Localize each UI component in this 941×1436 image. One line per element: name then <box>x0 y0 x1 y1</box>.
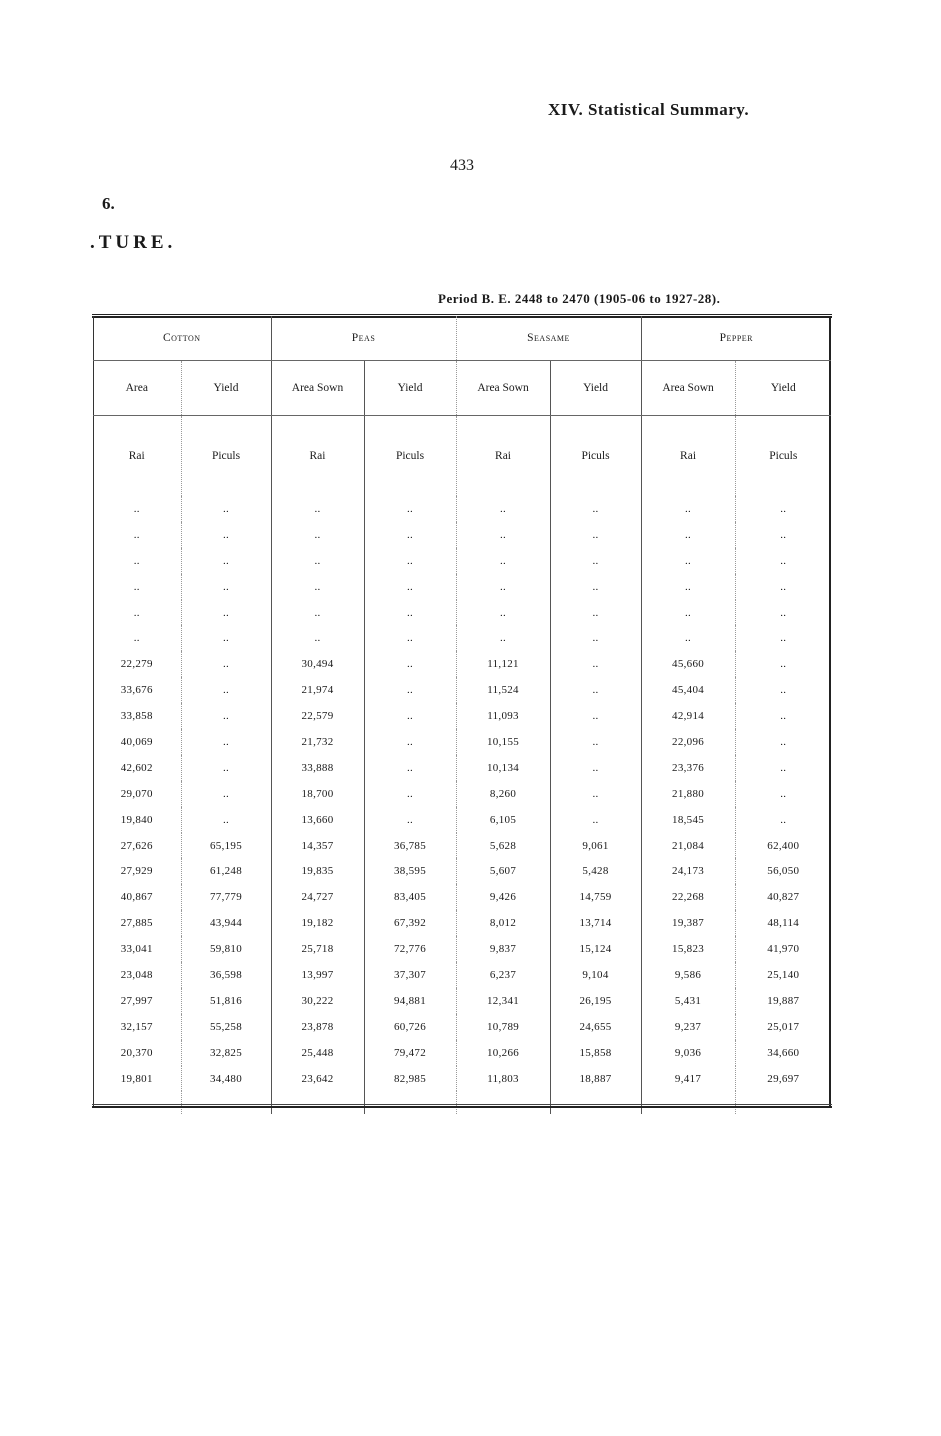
empty-cell <box>735 1091 831 1114</box>
unit-label: Rai <box>641 416 735 497</box>
table-cell: 32,157 <box>120 1020 153 1033</box>
table-cell: 25,140 <box>735 962 831 988</box>
table-cell: 48,114 <box>735 910 831 936</box>
table-cell: .. <box>641 600 735 626</box>
table-cell: 15,823 <box>641 936 735 962</box>
table-cell: .. <box>550 781 641 807</box>
table-cell: .. <box>364 807 456 833</box>
table-cell: 14,357 <box>271 833 364 859</box>
table-cell: .. <box>550 600 641 626</box>
table-cell: .. <box>735 496 831 522</box>
table-cell: 36,598 <box>181 962 271 988</box>
table-cell: .. <box>735 548 831 574</box>
table-cell: 42,914 <box>641 703 735 729</box>
table-bottom-rule <box>92 1104 832 1108</box>
column-header: Yield <box>550 361 641 416</box>
table-cell: .. <box>456 496 550 522</box>
table-number: 6. <box>102 194 115 213</box>
table-cell: .. <box>364 574 456 600</box>
column-header: Area <box>93 361 181 416</box>
table-cell: 15,858 <box>550 1040 641 1066</box>
table-cell: 21,084 <box>641 833 735 859</box>
table-cell: 25,448 <box>271 1040 364 1066</box>
table-cell: 29,070 <box>120 787 153 800</box>
table-cell: 23,642 <box>271 1066 364 1092</box>
table-cell: .. <box>133 528 140 541</box>
table-cell: .. <box>271 625 364 651</box>
table-cell: 5,607 <box>456 858 550 884</box>
table-cell: .. <box>641 548 735 574</box>
table-cell: .. <box>271 574 364 600</box>
table-cell: .. <box>133 606 140 619</box>
group-header-row <box>93 316 831 361</box>
table-row <box>93 1040 831 1066</box>
column-header: Area Sown <box>641 361 735 416</box>
table-cell: 60,726 <box>364 1014 456 1040</box>
table-cell: 5,628 <box>456 833 550 859</box>
table-cell: .. <box>550 729 641 755</box>
table-cell: .. <box>550 574 641 600</box>
table-cell: .. <box>364 729 456 755</box>
table-cell: .. <box>456 522 550 548</box>
table-cell: 32,825 <box>181 1040 271 1066</box>
table-cell: 83,405 <box>364 884 456 910</box>
table-cell: 43,944 <box>181 910 271 936</box>
table-row <box>93 703 831 729</box>
table-padding-row <box>93 1091 831 1114</box>
table-cell: 22,096 <box>641 729 735 755</box>
table-cell: .. <box>181 729 271 755</box>
table-row <box>93 755 831 781</box>
table-cell: 11,093 <box>456 703 550 729</box>
table-row <box>93 677 831 703</box>
table-cell: 79,472 <box>364 1040 456 1066</box>
table-row <box>93 729 831 755</box>
table-cell: 9,237 <box>641 1014 735 1040</box>
table-cell: 18,545 <box>641 807 735 833</box>
table-cell: 18,887 <box>550 1066 641 1092</box>
table-cell: 9,061 <box>550 833 641 859</box>
table-cell: .. <box>181 755 271 781</box>
table-cell: 45,404 <box>641 677 735 703</box>
unit-label: Piculs <box>364 416 456 497</box>
table-cell: 12,341 <box>456 988 550 1014</box>
table-row <box>93 496 831 522</box>
table-cell: 22,279 <box>120 658 153 671</box>
table-cell: 61,248 <box>181 858 271 884</box>
table-cell: 30,494 <box>271 651 364 677</box>
table-cell: 34,660 <box>735 1040 831 1066</box>
table-cell: .. <box>133 502 140 515</box>
table-cell: .. <box>735 755 831 781</box>
table-cell: 42,602 <box>120 761 153 774</box>
table-cell: 27,929 <box>120 865 153 878</box>
table-cell: 30,222 <box>271 988 364 1014</box>
table-cell: 24,173 <box>641 858 735 884</box>
empty-cell <box>93 1091 181 1114</box>
table-cell: 10,134 <box>456 755 550 781</box>
table-row <box>93 807 831 833</box>
table-cell: 9,036 <box>641 1040 735 1066</box>
column-header: Yield <box>181 361 271 416</box>
table-cell: .. <box>456 548 550 574</box>
table-cell: .. <box>364 522 456 548</box>
table-cell: 33,041 <box>120 943 153 956</box>
column-header-row <box>93 361 831 416</box>
table-cell: .. <box>735 522 831 548</box>
table-cell: .. <box>181 522 271 548</box>
table-row <box>93 1066 831 1092</box>
table-cell: 19,835 <box>271 858 364 884</box>
statistics-table <box>93 316 831 1114</box>
table-cell: .. <box>735 729 831 755</box>
table-cell: 19,887 <box>735 988 831 1014</box>
empty-cell <box>550 1091 641 1114</box>
table-cell: .. <box>641 574 735 600</box>
table-cell: .. <box>364 755 456 781</box>
table-cell: 10,789 <box>456 1014 550 1040</box>
section-title: XIV. Statistical Summary. <box>548 100 750 119</box>
table-cell: 11,121 <box>456 651 550 677</box>
table-cell: .. <box>641 522 735 548</box>
table-cell: 20,370 <box>120 1046 153 1059</box>
table-row <box>93 574 831 600</box>
table-cell: 38,595 <box>364 858 456 884</box>
table-cell: .. <box>181 651 271 677</box>
table-row <box>93 781 831 807</box>
empty-cell <box>181 1091 271 1114</box>
table-cell: 13,714 <box>550 910 641 936</box>
column-header: Area Sown <box>271 361 364 416</box>
table-cell: 41,970 <box>735 936 831 962</box>
table-cell: 5,431 <box>641 988 735 1014</box>
group-header: Pepper <box>641 316 831 361</box>
table-cell: .. <box>181 703 271 729</box>
table-cell: .. <box>181 677 271 703</box>
table-cell: .. <box>550 548 641 574</box>
table-cell: 22,579 <box>271 703 364 729</box>
table-cell: 36,785 <box>364 833 456 859</box>
table-cell: 13,997 <box>271 962 364 988</box>
table-cell: 72,776 <box>364 936 456 962</box>
table-cell: 19,840 <box>120 813 153 826</box>
unit-label: Piculs <box>550 416 641 497</box>
units-row <box>93 416 831 497</box>
table-row <box>93 988 831 1014</box>
table-cell: 11,803 <box>456 1066 550 1092</box>
table-cell: 59,810 <box>181 936 271 962</box>
table-cell: 27,885 <box>120 917 153 930</box>
table-cell: 27,997 <box>120 994 153 1007</box>
table-cell: 33,676 <box>120 684 153 697</box>
page-number: 433 <box>450 157 474 174</box>
table-cell: 55,258 <box>181 1014 271 1040</box>
table-cell: 67,392 <box>364 910 456 936</box>
table-cell: 21,974 <box>271 677 364 703</box>
table-cell: 34,480 <box>181 1066 271 1092</box>
table-cell: 25,718 <box>271 936 364 962</box>
group-header: Peas <box>271 316 456 361</box>
period-caption: Period B. E. 2448 to 2470 (1905-06 to 1927-28). <box>438 291 721 306</box>
table-cell: 37,307 <box>364 962 456 988</box>
table-cell: .. <box>364 651 456 677</box>
table-cell: .. <box>181 574 271 600</box>
table-cell: 23,376 <box>641 755 735 781</box>
table-cell: 33,888 <box>271 755 364 781</box>
table-cell: 24,655 <box>550 1014 641 1040</box>
table-cell: 9,837 <box>456 936 550 962</box>
table-cell: 65,195 <box>181 833 271 859</box>
table-cell: 13,660 <box>271 807 364 833</box>
table-cell: .. <box>641 625 735 651</box>
empty-cell <box>456 1091 550 1114</box>
table-cell: .. <box>181 496 271 522</box>
table-cell: 77,779 <box>181 884 271 910</box>
table-cell: .. <box>735 781 831 807</box>
table-cell: 22,268 <box>641 884 735 910</box>
table-cell: .. <box>456 600 550 626</box>
table-cell: .. <box>735 600 831 626</box>
column-header: Yield <box>735 361 831 416</box>
table-cell: .. <box>271 548 364 574</box>
table-cell: .. <box>735 574 831 600</box>
table-cell: .. <box>735 807 831 833</box>
table-row <box>93 522 831 548</box>
table-cell: 10,155 <box>456 729 550 755</box>
table-row <box>93 936 831 962</box>
table-cell: .. <box>364 496 456 522</box>
table-cell: 56,050 <box>735 858 831 884</box>
table-cell: .. <box>735 703 831 729</box>
table-cell: 15,124 <box>550 936 641 962</box>
table-cell: .. <box>456 625 550 651</box>
table-cell: .. <box>181 548 271 574</box>
table-cell: 6,105 <box>456 807 550 833</box>
unit-label: Rai <box>456 416 550 497</box>
table-cell: 33,858 <box>120 710 153 723</box>
table-cell: 26,195 <box>550 988 641 1014</box>
table-cell: 25,017 <box>735 1014 831 1040</box>
group-header: Cotton <box>93 316 271 361</box>
table-cell: 8,260 <box>456 781 550 807</box>
table-cell: 18,700 <box>271 781 364 807</box>
table-cell: 9,426 <box>456 884 550 910</box>
table-cell: 9,417 <box>641 1066 735 1092</box>
table-cell: .. <box>735 651 831 677</box>
table-cell: 19,387 <box>641 910 735 936</box>
table-cell: .. <box>133 554 140 567</box>
table-cell: 21,732 <box>271 729 364 755</box>
table-title: .TURE. <box>90 232 177 253</box>
table-cell: 9,104 <box>550 962 641 988</box>
table-cell: 29,697 <box>735 1066 831 1092</box>
table-row <box>93 600 831 626</box>
table-cell: .. <box>271 600 364 626</box>
table-cell: 8,012 <box>456 910 550 936</box>
table-cell: .. <box>364 677 456 703</box>
table-cell: .. <box>181 781 271 807</box>
table-cell: 6,237 <box>456 962 550 988</box>
table-cell: .. <box>735 677 831 703</box>
table-row <box>93 1014 831 1040</box>
table-cell: 62,400 <box>735 833 831 859</box>
table-cell: 40,069 <box>120 735 153 748</box>
table-cell: 21,880 <box>641 781 735 807</box>
table-cell: 82,985 <box>364 1066 456 1092</box>
table-cell: 24,727 <box>271 884 364 910</box>
table-row <box>93 625 831 651</box>
table-cell: 19,182 <box>271 910 364 936</box>
group-header: Seasame <box>456 316 641 361</box>
table-cell: .. <box>641 496 735 522</box>
table-cell: .. <box>271 496 364 522</box>
table-cell: .. <box>550 625 641 651</box>
table-cell: 19,801 <box>120 1072 153 1085</box>
table-cell: .. <box>550 807 641 833</box>
table-cell: .. <box>133 580 140 593</box>
table-row <box>93 962 831 988</box>
table-cell: .. <box>364 600 456 626</box>
table-cell: .. <box>364 703 456 729</box>
table-cell: .. <box>550 651 641 677</box>
table-cell: .. <box>133 632 140 645</box>
empty-cell <box>271 1091 364 1114</box>
table-cell: 40,827 <box>735 884 831 910</box>
table-cell: 51,816 <box>181 988 271 1014</box>
table-row <box>93 858 831 884</box>
table-cell: 14,759 <box>550 884 641 910</box>
table-cell: .. <box>550 496 641 522</box>
table-row <box>93 548 831 574</box>
table-cell: 23,878 <box>271 1014 364 1040</box>
table-cell: .. <box>364 781 456 807</box>
table-row <box>93 651 831 677</box>
table-cell: .. <box>550 677 641 703</box>
unit-label: Rai <box>128 450 145 462</box>
table-cell: .. <box>550 755 641 781</box>
unit-label: Piculs <box>181 416 271 497</box>
table-cell: 9,586 <box>641 962 735 988</box>
table-cell: 45,660 <box>641 651 735 677</box>
table-cell: .. <box>550 522 641 548</box>
table-cell: 5,428 <box>550 858 641 884</box>
table-cell: .. <box>181 625 271 651</box>
table-cell: 40,867 <box>120 891 153 904</box>
unit-label: Rai <box>271 416 364 497</box>
table-cell: .. <box>550 703 641 729</box>
table-cell: 27,626 <box>120 839 153 852</box>
table-row <box>93 884 831 910</box>
table-cell: 10,266 <box>456 1040 550 1066</box>
table-cell: .. <box>364 548 456 574</box>
table-cell: .. <box>456 574 550 600</box>
table-cell: 23,048 <box>120 968 153 981</box>
table-row <box>93 910 831 936</box>
table-cell: .. <box>181 807 271 833</box>
empty-cell <box>364 1091 456 1114</box>
table-cell: .. <box>181 600 271 626</box>
column-header: Yield <box>364 361 456 416</box>
table-cell: 11,524 <box>456 677 550 703</box>
empty-cell <box>641 1091 735 1114</box>
table-cell: 94,881 <box>364 988 456 1014</box>
table-cell: .. <box>271 522 364 548</box>
table-cell: .. <box>364 625 456 651</box>
unit-label: Piculs <box>735 416 831 497</box>
table-row <box>93 833 831 859</box>
column-header: Area Sown <box>456 361 550 416</box>
table-cell: .. <box>735 625 831 651</box>
